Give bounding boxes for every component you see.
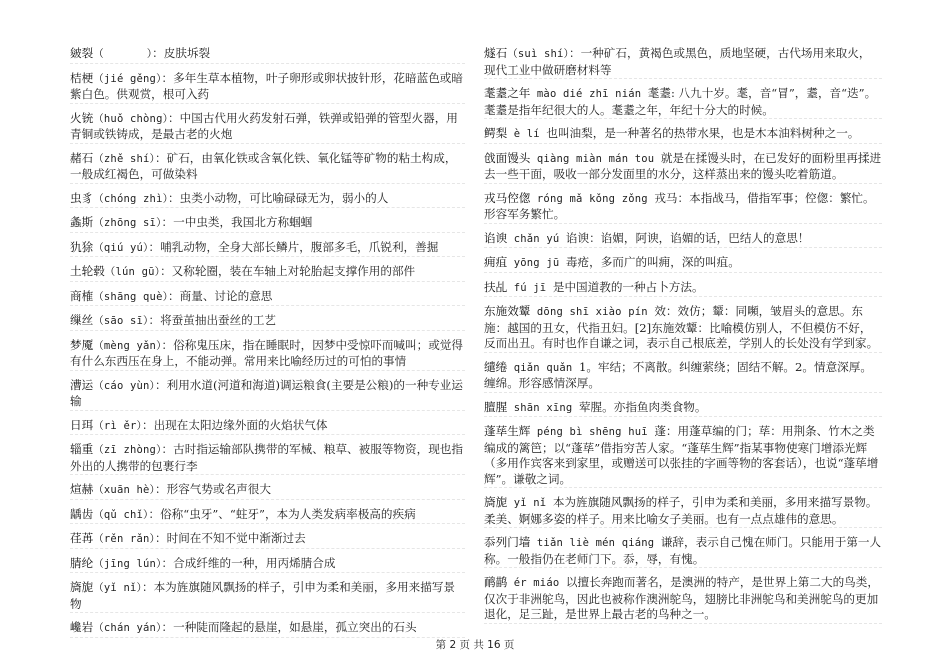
entry-definition: 效：效仿；颦：同嚬，皱眉头的意思。东施：越国的丑女，代指丑妇。[2]东施效颦：比喻模仿别人，不但模仿不好，反而出丑。有时也作自谦之词，表示自己根底差，学别人的长处没有学到家。 (484, 304, 879, 350)
vocab-entry (70, 240, 465, 258)
entry-pinyin: （qiú yú） (93, 241, 149, 254)
entry-definition: ：将蚕茧抽出蚕丝的工艺 (148, 313, 277, 327)
vocab-entry (70, 289, 465, 307)
entry-term: 戗面馒头 (484, 150, 531, 165)
entry-pinyin: （chóng zhì） (93, 192, 169, 205)
entry-pinyin: è lí (507, 128, 547, 140)
entry-term: 腈纶 (70, 555, 94, 570)
vocab-entry (70, 264, 465, 282)
entry-pinyin: （zī zhòng） (93, 444, 162, 456)
entry-definition: 荤腥。亦指鱼肉类食物。 (578, 399, 707, 414)
entry-pinyin: （jié gěng） (93, 72, 162, 85)
vocab-entry (484, 126, 882, 144)
entry-term: 日珥 (70, 417, 94, 432)
entry-pinyin: qiǎn quǎn (507, 361, 579, 374)
vocab-entry (484, 304, 882, 353)
vocab-entry (70, 507, 465, 525)
vocab-entry (70, 313, 465, 331)
entry-pinyin: shān xīng (507, 401, 579, 414)
entry-pinyin: （cáo yùn） (93, 379, 156, 392)
entry-term: 缫丝 (70, 313, 94, 327)
entry-term: 旖旎 (70, 580, 94, 594)
entry-definition: 耄耋: 八九十岁。耄，音“冒”，耋，音“迭”。耄耋是指年纪很大的人。耄耋之年，年纪十分大的时候。 (484, 86, 877, 117)
left-column (70, 46, 465, 645)
entry-term: 漕运 (70, 377, 94, 392)
entry-definition: ：哺乳动物，全身大部长鳞片，腹部多毛，爪锐利，善掘 (148, 239, 439, 254)
entry-definition: 蓬：用蓬草编的门；荜：用荆条、竹木之类编成的篱笆；以“蓬荜”借指穷苦人家。“蓬荜生辉”指某事物使寒门增添光辉（多用作宾客来到家里，或赠送可以张挂的字画等物的客套话），也说“蓬荜增辉”。谦敬之词。 (484, 424, 879, 486)
entry-pinyin: róng mǎ kǒng zǒng (530, 192, 655, 205)
vocab-entry (484, 86, 882, 119)
entry-term: 桔梗 (70, 70, 94, 85)
entry-definition: 就是在揉馒头时，在已发好的面粉里再揉进去一些干面，吸收一部分发面里的水分，这样蒸出来的馒头吃着筋道。 (484, 150, 882, 181)
entry-pinyin: （mèng yǎn） (93, 339, 162, 352)
entry-pinyin: （yǐ nǐ） (93, 582, 142, 594)
vocab-entry (70, 531, 465, 549)
vocab-entry (70, 151, 465, 184)
entry-pinyin: （zhě shí） (93, 152, 156, 165)
entry-definition: ：合成纤维的一种，用丙烯腈合成 (161, 555, 336, 570)
entry-term: 鸸鹋 (484, 575, 508, 589)
entry-pinyin: （chán yán） (93, 622, 162, 634)
entry-pinyin: （huǒ chòng） (93, 112, 169, 125)
entry-pinyin: （rěn rǎn） (93, 533, 156, 545)
entry-term: 土轮毂 (70, 264, 105, 278)
entry-definition: 戎马：本指战马，借指军事；倥偬：繁忙。形容军务繁忙。 (484, 190, 875, 221)
entry-term: 梦魇 (70, 337, 94, 352)
entry-pinyin: mào dié zhī nián (530, 88, 648, 100)
vocab-entry (484, 400, 882, 418)
entry-pinyin: yǐ nǐ (507, 497, 553, 509)
entry-definition: 谄谀：谄媚，阿谀，谄媚的话，巴结人的意思！ (565, 230, 810, 245)
entry-pinyin: （sāo sī） (93, 315, 149, 327)
entry-term: 东施效颦 (484, 304, 531, 318)
vocab-entry (484, 424, 882, 488)
entry-pinyin: tiǎn liè mén qiáng (530, 537, 661, 549)
vocab-entry (484, 280, 882, 298)
vocab-entry (70, 378, 465, 411)
entry-definition: 以擅长奔跑而著名，是澳洲的特产，是世界上第二大的鸟类，仅次于非洲鸵鸟，因此也被称作澳洲鸵鸟，翅膀比非洲鸵鸟和美洲鸵鸟的更加退化，足三趾，是世界上最古老的鸟种之一。 (484, 575, 879, 621)
entry-term: 扶乩 (484, 279, 508, 294)
entry-pinyin: yōng jū (507, 257, 566, 269)
entry-definition: 也叫油梨，是一种著名的热带水果，也是木本油料树种之一。 (546, 126, 860, 140)
entry-term: 煊赫 (70, 482, 94, 496)
vocab-entry (70, 46, 465, 64)
entry-definition: ：本为旌旗随风飘扬的样子，引申为柔和美丽，多用来描写景物 (70, 580, 456, 611)
entry-definition: ：一种矿石，黄褐色或黑色，质地坚硬，古代场用来取火，现代工业中做研磨材料等 (484, 46, 871, 77)
vocab-entry (484, 231, 882, 249)
entry-term: 辎重 (70, 442, 94, 456)
entry-pinyin: （lún gū） (104, 266, 161, 278)
entry-definition: ：形容气势或名声很大 (155, 482, 271, 496)
entry-pinyin: （zhōng sī） (93, 217, 162, 229)
entry-term: 忝列门墙 (484, 535, 531, 549)
entry-definition: ：时间在不知不觉中渐渐过去 (155, 531, 306, 545)
entry-definition: 本为旌旗随风飘扬的样子，引申为柔和美丽，多用来描写景物。柔美、婀娜多姿的样子。用来比喻女子美丽。也有一点点雄伟的意思。 (484, 495, 878, 526)
entry-pinyin: （jīng lún） (93, 557, 162, 570)
entry-pinyin: （qǔ chǐ） (93, 508, 149, 521)
entry-definition: ：一中虫类，我国北方称蝈蝈 (161, 215, 313, 229)
entry-definition: ：商量、讨论的意思 (168, 288, 273, 303)
vocab-entry (484, 575, 882, 624)
vocab-entry (484, 360, 882, 393)
entry-definition: 毒疮，多而广的叫痈，深的叫疽。 (565, 255, 740, 269)
entry-definition: ：一种陡而隆起的悬崖，如悬崖，孤立突出的石头 (161, 620, 417, 634)
entry-term: 螽斯 (70, 215, 94, 229)
entry-pinyin: （xuān hè） (93, 484, 156, 496)
entry-definition: ：中国古代用火药发射石弹，铁弹或铅弹的管型火器，用青铜或铁铸成，是最古老的火炮 (70, 110, 458, 141)
entry-term: 皴裂 (70, 46, 94, 60)
entry-term: 谄谀 (484, 230, 508, 245)
vocab-entry (484, 535, 882, 568)
entry-pinyin: （ ） (93, 48, 153, 60)
entry-pinyin: qiàng miàn mán tou (530, 152, 661, 165)
entry-term: 龋齿 (70, 506, 94, 521)
entry-definition: ：矿石，由氧化铁或含氧化铁、氧化锰等矿物的粘土构成，一般成红褐色，可做染料 (70, 150, 457, 181)
vocab-entry (484, 255, 882, 273)
vocab-entry (70, 556, 465, 574)
entry-term: 巉岩 (70, 620, 94, 634)
entry-definition: ：古时指运输部队携带的军械、粮草、被服等物资，现也指外出的人携带的包裹行李 (70, 442, 463, 473)
vocab-entry (70, 442, 465, 475)
vocab-entry (70, 338, 465, 371)
entry-term: 商榷 (70, 288, 94, 303)
entry-definition: ：利用水道(河道和海道)调运粮食(主要是公粮)的一种专业运输 (70, 377, 463, 408)
entry-term: 戎马倥偬 (484, 190, 531, 205)
vocab-entry (70, 111, 465, 144)
entry-definition: ：俗称鬼压床，指在睡眠时，因梦中受惊吓而喊叫；或觉得有什么东西压在身上，不能动弹。常用来比喻经历过的可怕的事情 (70, 337, 463, 368)
vocab-entry (70, 620, 465, 638)
entry-term: 火铳 (70, 110, 94, 125)
entry-definition: 谦辞，表示自己愧在师门。只能用于第一人称。一般指仍在老师门下。忝，辱，有愧。 (484, 535, 882, 566)
entry-definition: 是中国道教的一种占卜方法。 (552, 279, 704, 294)
vocab-entry (484, 151, 882, 184)
entry-term: 耄耋之年 (484, 86, 531, 100)
entry-pinyin: ér miáo (507, 577, 566, 589)
entry-definition: 1。牢结；不离散。纠缠萦绕；固结不解。2。情意深厚。缠绵。形容感情深厚。 (484, 359, 872, 390)
entry-term: 燧石 (484, 46, 508, 60)
entry-definition: ：皮肤坼裂 (152, 46, 211, 60)
vocab-entry (70, 71, 465, 104)
entry-pinyin: chǎn yú (507, 232, 566, 245)
entry-pinyin: （rì ěr） (93, 419, 142, 432)
vocab-entry (484, 495, 882, 528)
entry-pinyin: dōng shī xiào pín (530, 306, 655, 318)
entry-definition: ：俗称“虫牙”、“蛀牙”，本为人类发病率极高的疾病 (148, 506, 416, 521)
entry-pinyin: péng bì shēng huī (530, 426, 655, 438)
right-column (484, 46, 882, 631)
page-footer: 第 2 页 共 16 页 (435, 639, 515, 651)
vocab-entry (70, 191, 465, 209)
vocab-entry (70, 482, 465, 500)
entry-term: 鳄梨 (484, 126, 508, 140)
entry-term: 虫豸 (70, 190, 94, 205)
vocab-entry (70, 418, 465, 436)
entry-definition: ：多年生草本植物，叶子卵形或卵状披针形，花暗蓝色或暗紫白色。供观赏，根可入药 (70, 70, 463, 101)
entry-term: 蓬荜生辉 (484, 424, 531, 438)
entry-term: 犰狳 (70, 239, 94, 254)
vocab-entry (70, 580, 465, 613)
entry-term: 膻腥 (484, 399, 508, 414)
vocab-entry (70, 215, 465, 233)
entry-definition: ：又称轮圈，装在车轴上对轮胎起支撑作用的部件 (160, 264, 416, 278)
entry-definition: ：出现在太阳边缘外面的火焰状气体 (141, 417, 328, 432)
vocab-entry (484, 46, 882, 79)
entry-pinyin: （suì shí） (507, 48, 570, 60)
entry-term: 痈疽 (484, 255, 508, 269)
vocab-entry (484, 191, 882, 224)
entry-pinyin: （shāng què） (93, 290, 169, 303)
entry-definition: ：虫类小动物，可比喻碌碌无为，弱小的人 (168, 190, 389, 205)
entry-term: 缱绻 (484, 359, 508, 374)
entry-term: 旖旎 (484, 495, 508, 509)
entry-pinyin: fú jī (507, 281, 553, 294)
entry-term: 赭石 (70, 150, 94, 165)
entry-term: 荏苒 (70, 531, 94, 545)
